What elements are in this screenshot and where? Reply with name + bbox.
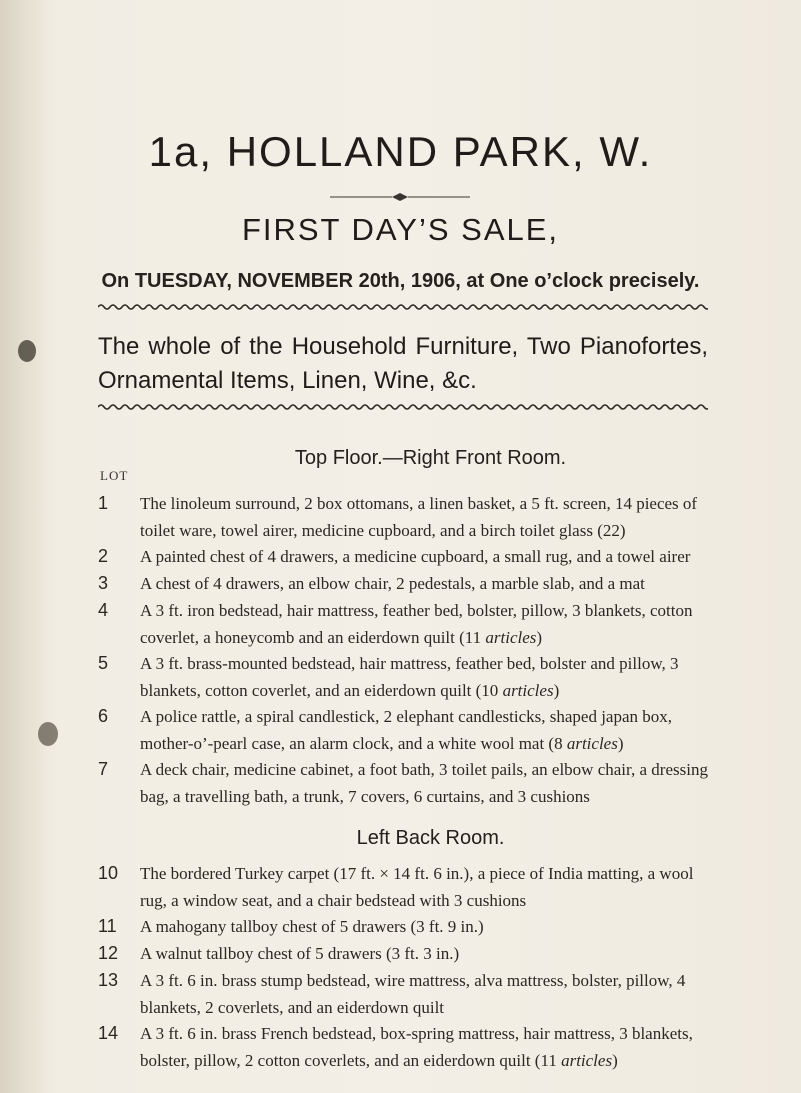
sale-address: 1a, HOLLAND PARK, W. <box>148 128 653 175</box>
lot-entry <box>98 940 718 967</box>
lot-number: 11 <box>98 916 117 936</box>
lot-description <box>140 650 718 704</box>
lot-entry <box>98 490 718 544</box>
lot-entry <box>98 860 718 914</box>
lot-number: 13 <box>98 970 119 990</box>
lot-number: 12 <box>98 943 119 963</box>
lot-description-text: A mahogany tallboy chest of 5 drawers (3 ft. 9 in.) <box>140 917 484 936</box>
sale-description: The whole of the Household Furniture, Two Pianofortes, Ornamental Items, Linen, Wine, &c. <box>98 333 708 394</box>
sale-date: On TUESDAY, NOVEMBER 20th, 1906, at One o’clock precisely. <box>101 270 700 292</box>
lot-entry <box>98 543 718 570</box>
lot-count-close: ) <box>612 1051 618 1070</box>
lot-description-text: A police rattle, a spiral candlestick, 2 elephant candlesticks, shaped japan box, mother-o’-pearl case, an alarm clock, and a white wool mat (8 <box>140 707 673 753</box>
lot-description <box>140 703 718 757</box>
lot-description-text: A 3 ft. iron bedstead, hair mattress, feather bed, bolster, pillow, 3 blankets, cotton coverlet, a honeycomb and an eiderdown quilt (11 <box>140 601 693 647</box>
lot-count-close: ) <box>536 628 543 647</box>
lot-number: 10 <box>98 863 119 883</box>
lot-description-text: A 3 ft. 6 in. brass French bedstead, box-spring mattress, hair mattress, 3 blankets, bolster, pillow, 2 cotton coverlets, and an eiderdown quilt (11 <box>140 1024 693 1070</box>
lot-number: 5 <box>98 653 109 673</box>
lot-count-close: ) <box>553 681 560 700</box>
lot-description <box>140 1020 718 1074</box>
lot-description <box>140 860 718 914</box>
lot-count-unit: articles <box>485 628 537 647</box>
lot-description-text: The bordered Turkey carpet (17 ft. × 14 ft. 6 in.), a piece of India matting, a wool rug, a window seat, and a chair bedstead with 3 cushions <box>140 864 694 910</box>
lot-entry <box>98 756 718 810</box>
lot-description <box>140 543 718 570</box>
ink-blot <box>18 340 36 362</box>
lot-number: 6 <box>98 706 109 726</box>
lot-entry <box>98 703 718 757</box>
lot-entry <box>98 650 718 704</box>
sale-title: FIRST DAY’S SALE, <box>241 212 560 247</box>
lot-description-text: A deck chair, medicine cabinet, a foot bath, 3 toilet pails, an elbow chair, a dressing bag, a travelling bath, a trunk, 7 covers, 6 curtains, and 3 cushions <box>140 760 708 806</box>
lot-description <box>140 967 718 1021</box>
lot-number: 4 <box>98 600 109 620</box>
lot-number: 7 <box>98 759 109 779</box>
room-heading: Top Floor.—Right Front Room. <box>294 447 567 469</box>
wavy-rule-bottom <box>98 403 708 411</box>
wavy-rule-top <box>98 303 708 311</box>
lot-count-unit: articles <box>561 1051 613 1070</box>
lot-entry <box>98 1020 718 1074</box>
lot-description-text: The linoleum surround, 2 box ottomans, a linen basket, a 5 ft. screen, 14 pieces of toilet ware, towel airer, medicine cupboard, and a birch toilet glass (22) <box>140 494 698 540</box>
lot-description-text: A walnut tallboy chest of 5 drawers (3 ft. 3 in.) <box>140 944 460 963</box>
lot-entry <box>98 967 718 1021</box>
lot-description <box>140 490 718 544</box>
lot-description-text: A 3 ft. 6 in. brass stump bedstead, wire mattress, alva mattress, bolster, pillow, 4 blankets, 2 coverlets, and an eiderdown quilt <box>140 971 686 1017</box>
lot-description <box>140 940 718 967</box>
lot-entry <box>98 913 718 940</box>
diamond-rule-ornament <box>330 192 470 202</box>
lot-description-text: A painted chest of 4 drawers, a medicine cupboard, a small rug, and a towel airer <box>140 547 691 566</box>
lot-column-heading: LOT <box>100 468 129 483</box>
lot-count-unit: articles <box>502 681 554 700</box>
ink-blot <box>38 722 58 746</box>
lot-number: 3 <box>98 573 109 593</box>
lot-number: 1 <box>98 493 109 513</box>
lot-number: 2 <box>98 546 109 566</box>
room-heading: Left Back Room. <box>356 827 505 849</box>
lot-description <box>140 570 718 597</box>
lot-number: 14 <box>98 1023 119 1043</box>
lot-entry <box>98 570 718 597</box>
lot-description <box>140 756 718 810</box>
lot-count-unit: articles <box>566 734 618 753</box>
lot-description <box>140 913 718 940</box>
lot-entry <box>98 597 718 651</box>
lot-count-close: ) <box>617 734 624 753</box>
lot-description-text: A 3 ft. brass-mounted bedstead, hair mattress, feather bed, bolster and pillow, 3 blankets, cotton coverlet, and an eiderdown quilt (10 <box>140 654 679 700</box>
lot-description <box>140 597 718 651</box>
lot-description-text: A chest of 4 drawers, an elbow chair, 2 pedestals, a marble slab, and a mat <box>140 574 645 593</box>
